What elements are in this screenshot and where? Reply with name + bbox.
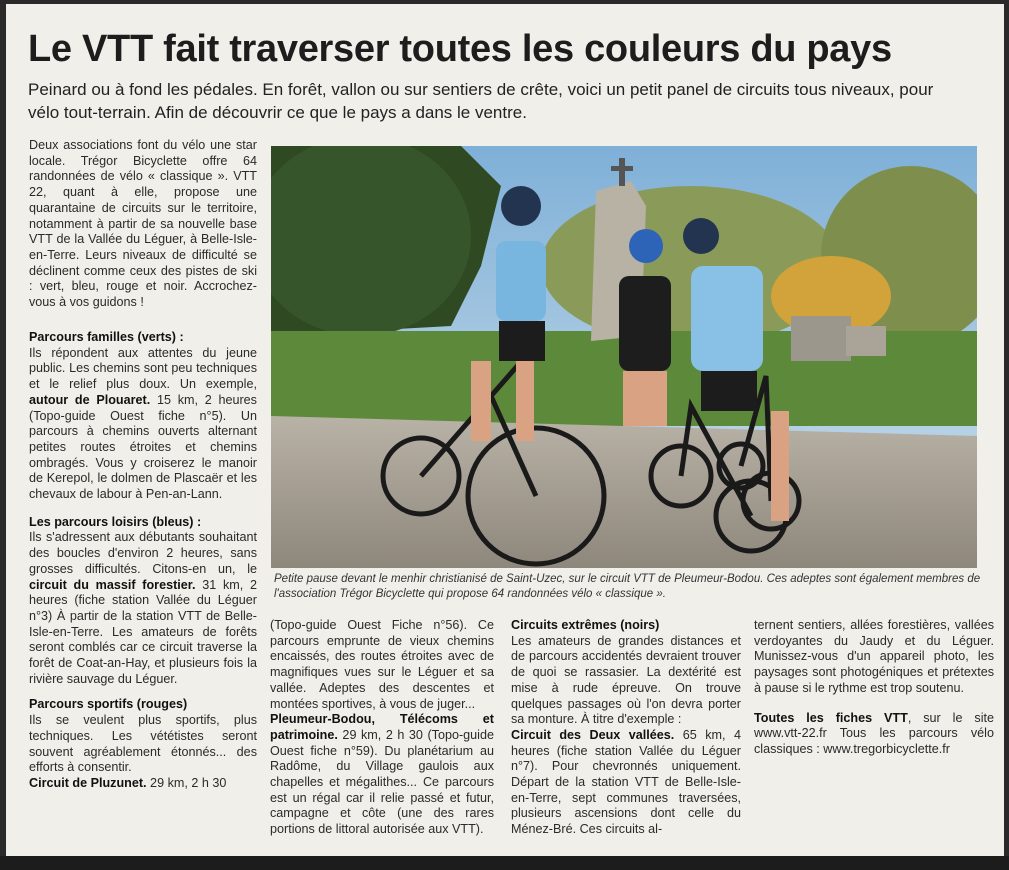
headline: Le VTT fait traverser toutes les couleurs du pays: [28, 28, 892, 70]
familles-bold: autour de Plouaret.: [29, 392, 151, 407]
extremes-text-2: 65 km, 4 heures (fiche station Vallée du Léguer n°7). Pour chevronnés uniquement. Départ de la station VTT de Belle-Isle-en-Terre, sept communes traversées, plusieurs ascensions dont celle du Ménez-Bré. Ces circuits al-: [511, 727, 741, 837]
loisirs-bold: circuit du massif forestier.: [29, 577, 196, 592]
column-1-sections: [29, 330, 257, 800]
sportifs-text: Ils se veulent plus sportifs, plus techniques. Les vététistes seront souvent agréablement étonnés... des efforts à consentir.: [29, 713, 257, 775]
extremes-text-1: Les amateurs de grandes distances et de parcours accidentés devraient trouver de quoi se rassasier. La dextérité est mise à rude épreuve. On trouve quelques passages où l'on devra porter sa monture. À titre d'exemple :: [511, 633, 741, 727]
familles-section: [29, 330, 257, 503]
column-3: [511, 618, 741, 846]
familles-heading: Parcours familles (verts) :: [29, 330, 184, 344]
loisirs-text-1: Ils s'adressent aux débutants souhaitant des boucles d'environ 2 heures, sans grosses difficultés. Citons-en un, le: [29, 530, 257, 576]
column-4: [754, 618, 994, 766]
fiches-bold: Toutes les fiches VTT: [754, 710, 908, 725]
sportifs-section: [29, 697, 257, 791]
col2-text-1: (Topo-guide Ouest Fiche n°56). Ce parcours emprunte de vieux chemins encaissés, des routes étroites avec de magnifiques vues sur le Léguer et sa vallée. Adeptes des descentes et montées sportives, à vous de juger...: [270, 618, 494, 711]
lead-paragraph: Peinard ou à fond les pédales. En forêt, vallon ou sur sentiers de crête, voici un petit panel de circuits tous niveaux, pour vélo tout-terrain. Afin de découvrir ce que le pays a dans le ventre.: [28, 80, 934, 122]
column-2: [270, 618, 494, 846]
loisirs-text-2: 31 km, 2 heures (fiche station Vallée du Léguer n°3) À partir de la station VTT de Belle-Isle-en-Terre. Les amateurs de forêts seront comblés car ce circuit traverse la forêt de Coat-an-Hay, et plusieurs fois la rivière sauvage du Léguer.: [29, 577, 258, 686]
extremes-section: [511, 618, 741, 838]
fiches-text: , sur le site www.vtt-22.fr Tous les parcours vélo classiques : www.tregorbicyclette.fr: [754, 710, 994, 756]
photo-caption: Petite pause devant le menhir christianisé de Saint-Uzec, sur le circuit VTT de Pleumeur-Bodou. Ces adeptes sont également membres de l'association Trégor Bicyclette qui propose 64 randonnées vélo « classique ».: [274, 573, 981, 600]
familles-text-1: Ils répondent aux attentes du jeune public. Les chemins sont peu techniques et le relief plus doux. Un exemple,: [29, 345, 257, 392]
pluzunet-bold: Circuit de Pluzunet.: [29, 775, 147, 790]
page-edge-strip: [0, 856, 1009, 870]
pluzunet-text: 29 km, 2 h 30: [146, 775, 227, 790]
pleumeur-bold: Pleumeur-Bodou, Télécoms et patrimoine.: [270, 712, 494, 742]
loisirs-section: [29, 515, 257, 688]
cyclists-photo: [271, 146, 977, 568]
col2-paragraph: [270, 618, 494, 838]
col2-text-2: 29 km, 2 h 30 (Topo-guide Ouest fiche n°59). Du planétarium au Radôme, du Village gaulois aux chapelles et mégalithes... Ce parcours est un régal car il relie passé et futur, campagne et côte (une des rares portions de littoral autorisée aux VTT).: [270, 727, 494, 837]
fiches-paragraph: [754, 711, 994, 758]
newspaper-page: [6, 4, 1004, 862]
loisirs-heading: Les parcours loisirs (bleus) :: [29, 514, 202, 529]
familles-text-2: 15 km, 2 heures (Topo-guide Ouest fiche n°5). Un parcours à chemins ouverts alternant petites routes étroites et chemins ombragés. Vous y croiserez le manoir de Kerepol, le dolmen de Plascaër et les chevaux de labour à Pen-an-Lann.: [29, 392, 257, 502]
sportifs-heading: Parcours sportifs (rouges): [29, 697, 188, 712]
column-1: [29, 138, 257, 319]
deuxvallees-bold: Circuit des Deux vallées.: [511, 727, 675, 742]
intro-paragraph: Deux associations font du vélo une star locale. Trégor Bicyclette offre 64 randonnées de vélo « classique ». VTT 22, quant à elle, propose une quarantaine de circuits sur le territoire, notamment à partir de sa nouvelle base VTT de la Vallée du Léguer, à Belle-Isle-en-Terre. Leurs niveaux de difficulté se déclinent comme ceux des pistes de ski : vert, bleu, rouge et noir. Accrochez-vous à vos guidons !: [29, 138, 257, 310]
cyclists-photo-illustration: [271, 146, 977, 568]
extremes-heading: Circuits extrêmes (noirs): [511, 618, 660, 632]
col4-paragraph: ternent sentiers, allées forestières, vallées verdoyantes du Jaudy et du Léguer. Munissez-vous d'un appareil photo, les paysages sont photogéniques et prétextes à pause si le rythme est trop soutenu.: [754, 618, 994, 695]
